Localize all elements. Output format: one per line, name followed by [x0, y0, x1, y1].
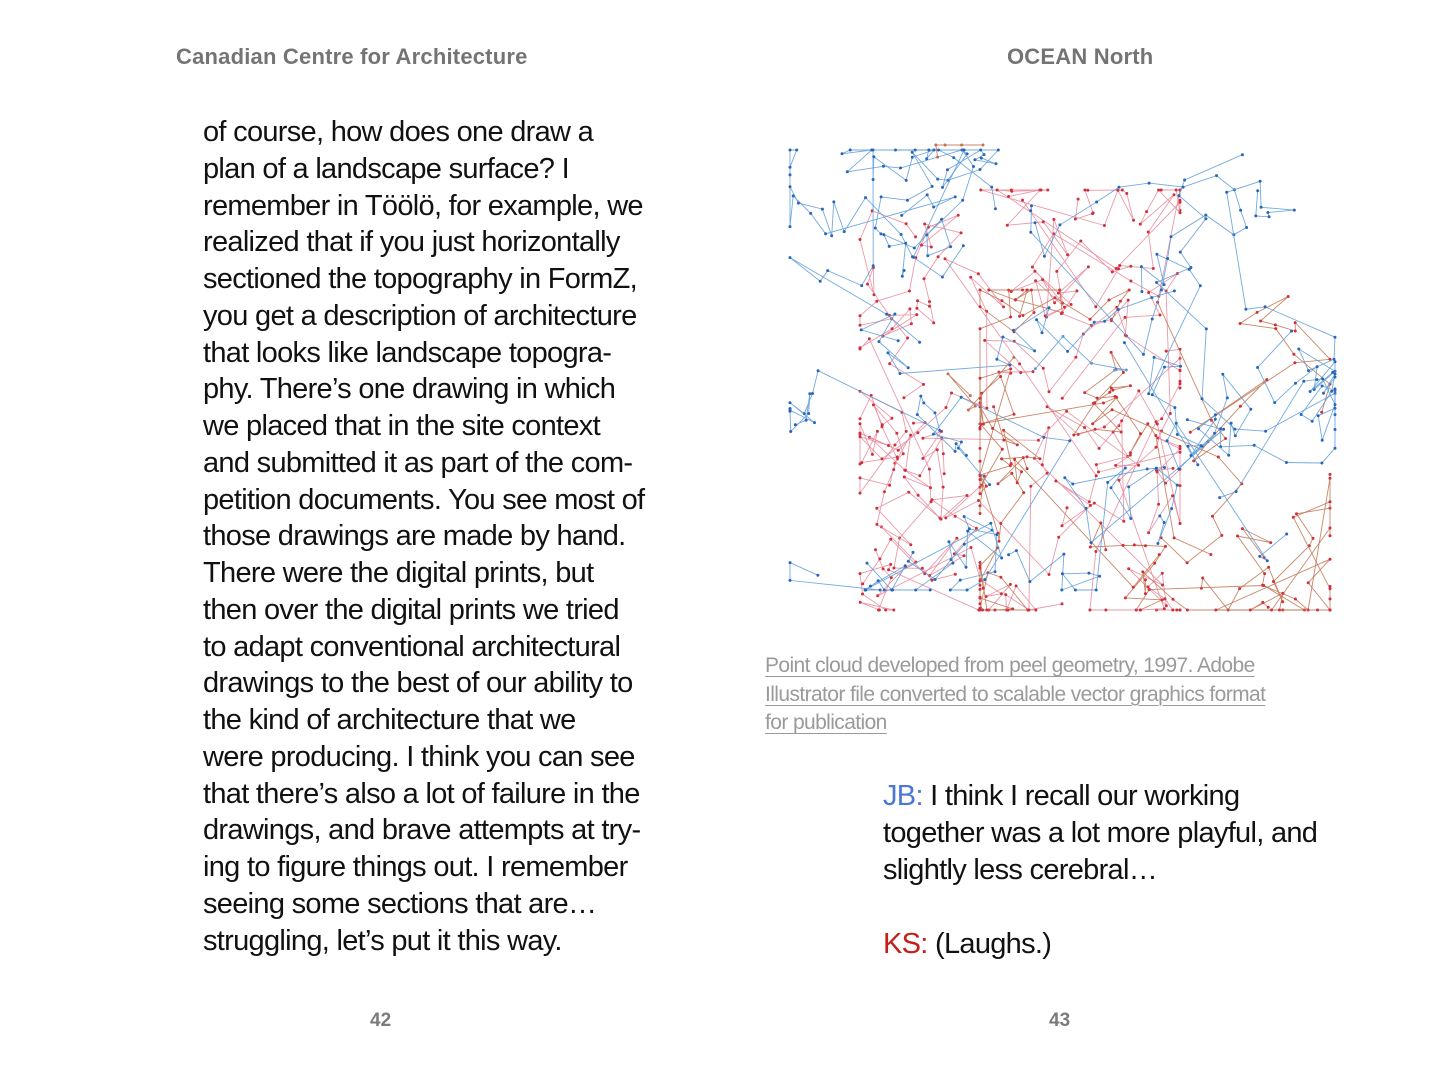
- running-head-right: OCEAN North: [1007, 44, 1154, 69]
- body-line: struggling, let’s put it this way.: [203, 924, 562, 957]
- caption-line: Illustrator file converted to scalable vector graphics format: [765, 682, 1266, 706]
- point-cloud-path: [979, 289, 1131, 334]
- body-line: seeing some sections that are…: [203, 887, 597, 920]
- dialogue-line: [883, 778, 1383, 815]
- point-cloud-path: [979, 546, 1030, 611]
- dialogue-line: together was a lot more playful, and: [883, 816, 1318, 849]
- body-line: drawings, and brave attempts at try-: [203, 814, 641, 847]
- body-text: [203, 114, 703, 959]
- body-line: petition documents. You see most of: [203, 483, 645, 516]
- body-line: those drawings are made by hand.: [203, 520, 626, 553]
- figure-caption[interactable]: [765, 652, 1365, 738]
- body-line: realized that if you just horizontally: [203, 226, 620, 259]
- body-line: the kind of architecture that we: [203, 704, 576, 736]
- point-cloud-path: [861, 410, 1140, 586]
- point-cloud-path: [979, 189, 1181, 271]
- body-line: plan of a landscape surface? I: [203, 152, 569, 185]
- page-number-left: 42: [370, 1010, 392, 1031]
- body-line: to adapt conventional architectural: [203, 630, 621, 663]
- caption-line: for publication: [765, 711, 887, 734]
- body-line: of course, how does one draw a: [203, 116, 594, 148]
- dialogue-text: (Laughs.): [927, 928, 1052, 961]
- body-line: There were the digital prints, but: [203, 557, 594, 589]
- point-cloud-figure: [760, 130, 1360, 630]
- dialogue-text: I think I recall our working: [922, 780, 1240, 812]
- page-number-right: 43: [1049, 1010, 1071, 1031]
- body-line: then over the digital prints we tried: [203, 593, 619, 626]
- body-line: phy. There’s one drawing in which: [203, 373, 616, 406]
- dialogue-line: [883, 926, 1383, 963]
- body-line: sectioned the topography in FormZ,: [203, 263, 637, 295]
- point-cloud-path: [1034, 335, 1128, 372]
- body-line: drawings to the best of our ability to: [203, 667, 633, 700]
- point-cloud-path: [789, 369, 968, 457]
- point-cloud-icon: [760, 130, 1360, 630]
- point-cloud-path: [1061, 272, 1182, 612]
- body-line: were producing. I think you can see: [203, 740, 635, 773]
- body-line: that there’s also a lot of failure in the: [203, 777, 640, 810]
- point-cloud-path: [1007, 467, 1179, 592]
- body-line: that looks like landscape topogra-: [203, 336, 612, 369]
- running-head-left: Canadian Centre for Architecture: [176, 44, 528, 69]
- point-cloud-path: [1200, 473, 1332, 612]
- dialogue-line: slightly less cerebral…: [883, 853, 1157, 886]
- body-line: you get a description of architecture: [203, 299, 637, 332]
- speaker-ks: KS:: [883, 928, 928, 961]
- body-line: and submitted it as part of the com-: [203, 446, 633, 479]
- caption-line: Point cloud developed from peel geometry, 1997. Adobe: [765, 654, 1255, 677]
- body-line: ing to figure things out. I remember: [203, 851, 628, 883]
- body-line: we placed that in the site context: [203, 410, 600, 442]
- body-line: remember in Töölö, for example, we: [203, 189, 643, 222]
- point-cloud-path: [979, 289, 1029, 543]
- point-cloud-path: [1214, 500, 1331, 611]
- dialogue: [883, 778, 1383, 963]
- speaker-jb: JB:: [883, 780, 923, 812]
- point-cloud-path: [841, 149, 1000, 279]
